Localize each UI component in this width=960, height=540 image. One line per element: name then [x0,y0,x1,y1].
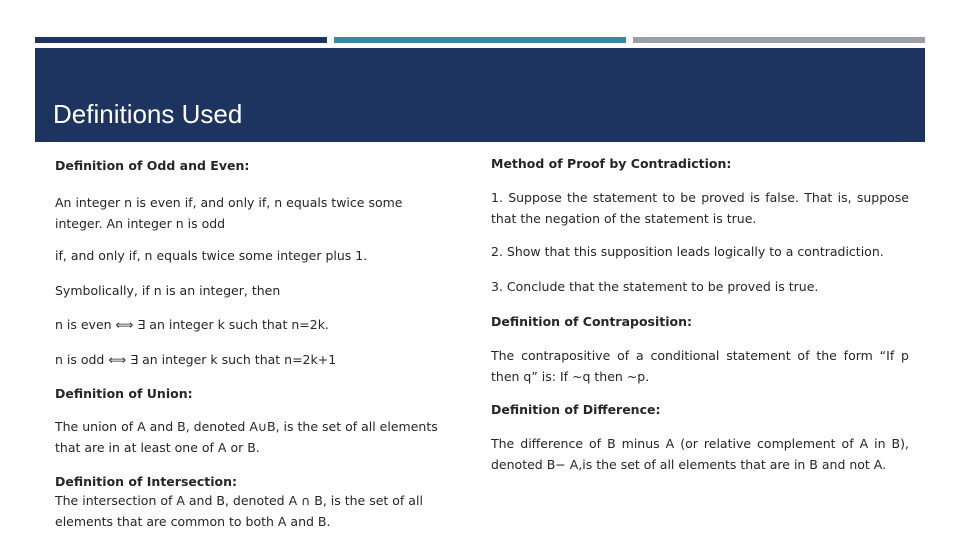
contradiction-step-1: 1. Suppose the statement to be proved is false. That is, suppose that the negation of the statement is true. [491,190,909,226]
union-definition: The union of A and B, denoted A∪B, is the set of all elements that are in at least one of A or B. [55,419,438,455]
odd-definition: if, and only if, n equals twice some integer plus 1. [55,248,368,263]
difference-heading: Definition of Difference: [491,402,661,417]
accent-bar-dark [35,37,327,43]
slide-title: Definitions Used [53,99,243,129]
symbolic-intro: Symbolically, if n is an integer, then [55,283,281,298]
contraposition-heading: Definition of Contraposition: [491,314,693,329]
odd-symbolic: n is odd ⟺ ∃ an integer k such that n=2k+1 [55,352,337,367]
contradiction-step-3: 3. Conclude that the statement to be proved is true. [491,279,819,294]
accent-bar-mid [334,37,626,43]
difference-definition: The difference of B minus A (or relative complement of A in B), denoted B− A,is the set of all elements that are in B and not A. [491,436,909,472]
odd-even-heading: Definition of Odd and Even: [55,158,250,173]
intersection-definition: The intersection of A and B, denoted A ∩ B, is the set of all elements that are common to both A and B. [55,493,423,529]
intersection-heading: Definition of Intersection: [55,474,238,489]
contradiction-step-2: 2. Show that this supposition leads logically to a contradiction. [491,244,884,259]
union-heading: Definition of Union: [55,386,193,401]
contraposition-definition: The contrapositive of a conditional statement of the form “If p then q” is: If ~q then ~p. [491,348,909,384]
even-definition: An integer n is even if, and only if, n equals twice some integer. An integer n is odd [55,195,403,231]
accent-bar-light [633,37,925,43]
contradiction-heading: Method of Proof by Contradiction: [491,156,732,171]
even-symbolic: n is even ⟺ ∃ an integer k such that n=2k. [55,317,329,332]
